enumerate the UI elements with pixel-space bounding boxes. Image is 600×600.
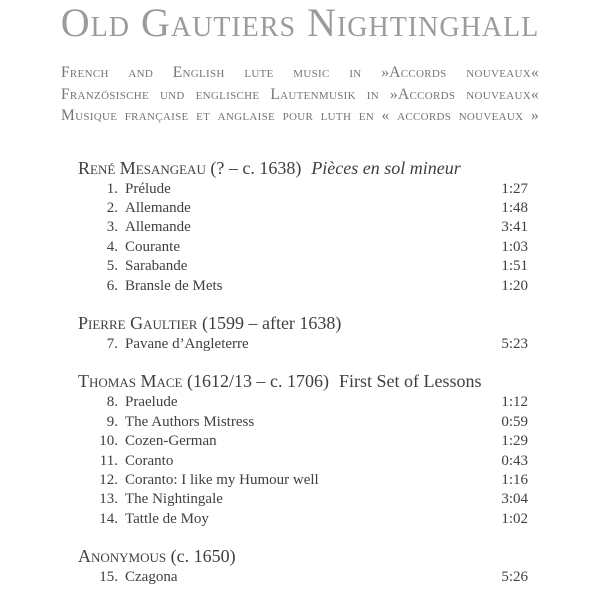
track-title: Tattle de Moy bbox=[125, 510, 209, 527]
track-title: Pavane d’Angleterre bbox=[125, 335, 249, 352]
track-title: Allemande bbox=[125, 219, 191, 236]
track-duration: 1:03 bbox=[501, 238, 528, 255]
track-title: Coranto bbox=[125, 452, 174, 469]
track-title: Coranto: I like my Humour well bbox=[125, 471, 319, 488]
track-row bbox=[76, 199, 528, 218]
track-title: Sarabande bbox=[125, 258, 188, 275]
track-title: The Authors Mistress bbox=[125, 413, 255, 430]
subtitle-german: Französische und englische Lautenmusik in »Accords nouveaux« bbox=[61, 85, 539, 103]
track-row bbox=[76, 413, 528, 432]
composer-heading bbox=[78, 545, 528, 568]
track-title: Allemande bbox=[125, 199, 191, 216]
track-row bbox=[76, 452, 528, 471]
track-number: 2. bbox=[106, 199, 118, 216]
track-row bbox=[76, 238, 528, 257]
track-duration: 3:04 bbox=[501, 491, 528, 508]
section-anonymous bbox=[0, 545, 600, 587]
composer-dates: (1612/13 – c. 1706) bbox=[186, 371, 329, 392]
track-number: 4. bbox=[106, 238, 118, 255]
track-number: 5. bbox=[106, 258, 118, 275]
track-duration: 1:48 bbox=[501, 199, 528, 216]
track-number: 14. bbox=[99, 510, 118, 527]
track-number: 12. bbox=[99, 471, 118, 488]
track-number: 13. bbox=[99, 491, 118, 508]
track-duration: 1:20 bbox=[501, 277, 528, 294]
track-number: 1. bbox=[106, 180, 118, 197]
composer-name: Pierre Gaultier bbox=[78, 312, 198, 333]
composer-name: Thomas Mace bbox=[78, 371, 183, 392]
track-title: Prélude bbox=[125, 180, 171, 197]
composer-name: Anonymous bbox=[78, 546, 167, 567]
track-row bbox=[76, 180, 528, 199]
subtitle-french: Musique française et anglaise pour luth en « accords nouveaux » bbox=[61, 107, 539, 124]
composer-name: René Mesangeau bbox=[78, 157, 206, 178]
track-number: 15. bbox=[99, 569, 118, 586]
subtitle-block bbox=[61, 62, 539, 127]
track-row bbox=[76, 432, 528, 451]
track-duration: 5:23 bbox=[501, 335, 528, 352]
work-title: First Set of Lessons bbox=[338, 371, 482, 392]
composer-dates: (? – c. 1638) bbox=[210, 157, 302, 178]
track-duration: 1:29 bbox=[501, 433, 528, 450]
track-row bbox=[76, 277, 528, 296]
composer-dates: (1599 – after 1638) bbox=[201, 312, 342, 333]
track-row bbox=[76, 335, 528, 354]
track-row bbox=[76, 490, 528, 509]
composer-heading bbox=[78, 370, 528, 393]
track-duration: 1:02 bbox=[501, 510, 528, 527]
track-number: 11. bbox=[99, 452, 118, 469]
track-number: 7. bbox=[106, 335, 118, 352]
section-gaultier bbox=[0, 312, 600, 354]
track-duration: 1:12 bbox=[501, 394, 528, 411]
track-title: Czagona bbox=[125, 569, 178, 586]
subtitle-english: French and English lute music in »Accords nouveaux« bbox=[61, 64, 539, 81]
album-title: Old Gautiers Nightinghall bbox=[60, 0, 540, 45]
section-mesangeau bbox=[0, 157, 600, 296]
track-title: Bransle de Mets bbox=[125, 277, 223, 294]
track-duration: 0:43 bbox=[501, 452, 528, 469]
composer-dates: (c. 1650) bbox=[170, 546, 236, 567]
track-number: 3. bbox=[106, 219, 118, 236]
track-number: 10. bbox=[99, 433, 118, 450]
track-row bbox=[76, 393, 528, 412]
track-row bbox=[76, 257, 528, 276]
track-row bbox=[76, 471, 528, 490]
tracklist bbox=[0, 157, 600, 588]
track-row bbox=[76, 568, 528, 587]
track-title: Praelude bbox=[125, 394, 178, 411]
track-duration: 1:16 bbox=[501, 471, 528, 488]
track-duration: 1:27 bbox=[501, 180, 528, 197]
composer-heading bbox=[78, 312, 528, 335]
composer-heading bbox=[78, 157, 528, 180]
track-duration: 3:41 bbox=[501, 219, 528, 236]
track-duration: 5:26 bbox=[501, 569, 528, 586]
track-number: 9. bbox=[106, 413, 118, 430]
work-title: Pièces en sol mineur bbox=[311, 157, 461, 178]
track-duration: 0:59 bbox=[501, 413, 528, 430]
track-row bbox=[76, 218, 528, 237]
track-title: The Nightingale bbox=[125, 491, 223, 508]
track-title: Cozen-German bbox=[125, 433, 217, 450]
track-number: 8. bbox=[106, 394, 118, 411]
track-title: Courante bbox=[125, 238, 180, 255]
track-number: 6. bbox=[106, 277, 118, 294]
track-duration: 1:51 bbox=[501, 258, 528, 275]
track-row bbox=[76, 510, 528, 529]
section-mace bbox=[0, 370, 600, 529]
